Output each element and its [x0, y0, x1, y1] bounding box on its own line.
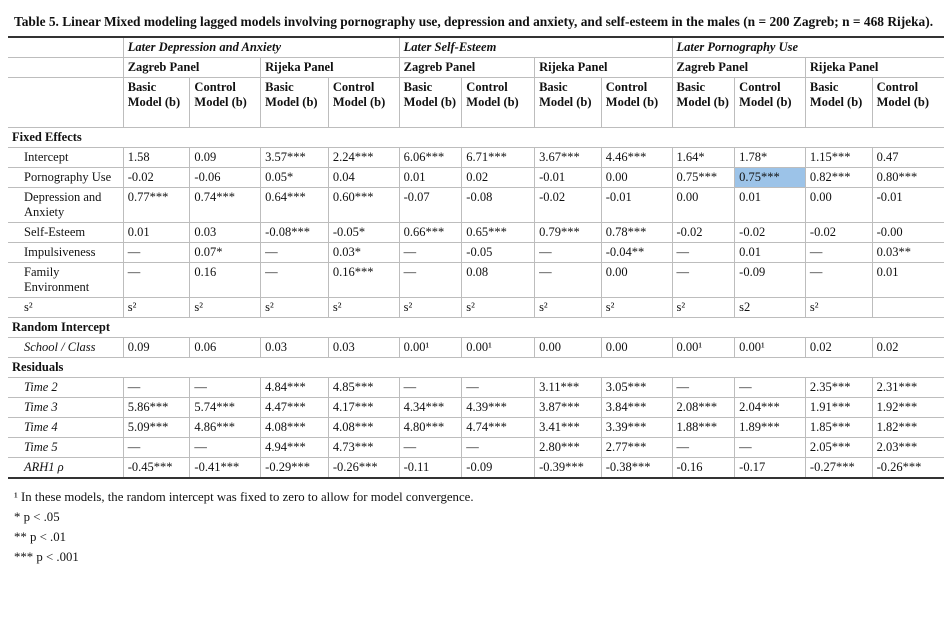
table-cell: 2.04***: [735, 398, 806, 418]
table-cell: 4.08***: [328, 418, 399, 438]
table-cell: -0.02: [123, 168, 190, 188]
table-cell: 3.57***: [261, 148, 329, 168]
table-cell: s²: [399, 298, 462, 318]
table-cell: —: [735, 438, 806, 458]
table-cell: —: [462, 438, 535, 458]
note-convergence: ¹ In these models, the random intercept was fixed to zero to allow for model convergence.: [14, 490, 474, 504]
table-cell: 0.07*: [190, 243, 261, 263]
row-label: Depression and Anxiety: [8, 188, 123, 223]
table-cell: 4.80***: [399, 418, 462, 438]
table-row: [8, 148, 944, 168]
table-cell: —: [123, 263, 190, 298]
table-cell: 0.60***: [328, 188, 399, 223]
table-cell: 1.92***: [872, 398, 944, 418]
table-figure: [8, 0, 948, 567]
table-cell: 0.75***: [672, 168, 735, 188]
table-cell: s²: [190, 298, 261, 318]
table-cell: —: [672, 243, 735, 263]
table-cell: -0.27***: [805, 458, 872, 479]
table-cell: s²: [123, 298, 190, 318]
table-cell: 0.01: [872, 263, 944, 298]
table-cell: 0.00: [601, 168, 672, 188]
table-cell: —: [805, 263, 872, 298]
table-cell: —: [535, 243, 602, 263]
table-cell: 3.67***: [535, 148, 602, 168]
table-cell: 0.03: [261, 338, 329, 358]
model-header: Basic Model (b): [805, 78, 872, 128]
table-cell: 1.82***: [872, 418, 944, 438]
row-label: s²: [8, 298, 123, 318]
table-cell: 0.00¹: [399, 338, 462, 358]
table-cell: 0.03*: [328, 243, 399, 263]
model-header: Basic Model (b): [672, 78, 735, 128]
table-cell: 0.00: [672, 188, 735, 223]
note-p001: *** p < .001: [14, 550, 79, 564]
results-table: [8, 36, 944, 479]
section-row: [8, 128, 944, 148]
table-cell: -0.06: [190, 168, 261, 188]
table-cell: s²: [672, 298, 735, 318]
table-cell: —: [399, 378, 462, 398]
panel-header: Rijeka Panel: [261, 58, 399, 78]
table-cell: 0.00: [601, 263, 672, 298]
table-cell: 4.39***: [462, 398, 535, 418]
table-cell: 5.74***: [190, 398, 261, 418]
table-cell: 0.47: [872, 148, 944, 168]
table-cell: 4.34***: [399, 398, 462, 418]
row-label: Pornography Use: [8, 168, 123, 188]
table-cell: 4.47***: [261, 398, 329, 418]
table-cell: 4.86***: [190, 418, 261, 438]
table-cell: 2.80***: [535, 438, 602, 458]
table-cell: 0.02: [872, 338, 944, 358]
panel-header: Zagreb Panel: [672, 58, 805, 78]
model-header: Basic Model (b): [123, 78, 190, 128]
table-cell: 1.89***: [735, 418, 806, 438]
table-cell: -0.26***: [328, 458, 399, 479]
table-cell: s²: [328, 298, 399, 318]
table-cell: 3.11***: [535, 378, 602, 398]
table-cell: 5.86***: [123, 398, 190, 418]
table-cell: 1.78*: [735, 148, 806, 168]
row-label: Time 2: [8, 378, 123, 398]
table-cell: 4.94***: [261, 438, 329, 458]
model-header: Basic Model (b): [261, 78, 329, 128]
table-cell: 4.17***: [328, 398, 399, 418]
table-cell: —: [190, 438, 261, 458]
table-cell: 3.05***: [601, 378, 672, 398]
row-label: Time 5: [8, 438, 123, 458]
table-cell: -0.26***: [872, 458, 944, 479]
table-cell: s²: [805, 298, 872, 318]
row-label: Self-Esteem: [8, 223, 123, 243]
table-cell: 2.03***: [872, 438, 944, 458]
section-row: [8, 358, 944, 378]
table-cell: -0.05*: [328, 223, 399, 243]
table-cell: 1.58: [123, 148, 190, 168]
table-cell: 3.39***: [601, 418, 672, 438]
table-cell: -0.07: [399, 188, 462, 223]
table-cell: 0.08: [462, 263, 535, 298]
table-cell: -0.05: [462, 243, 535, 263]
table-cell: 0.75***: [735, 168, 806, 188]
model-header: Control Model (b): [735, 78, 806, 128]
table-cell: —: [261, 263, 329, 298]
table-cell: —: [735, 378, 806, 398]
table-cell: 0.02: [462, 168, 535, 188]
table-cell: 0.04: [328, 168, 399, 188]
table-cell: —: [123, 378, 190, 398]
table-cell: 4.73***: [328, 438, 399, 458]
table-cell: —: [399, 438, 462, 458]
table-cell: —: [672, 378, 735, 398]
model-header: Basic Model (b): [399, 78, 462, 128]
table-cell: 0.00: [601, 338, 672, 358]
table-cell: 0.01: [123, 223, 190, 243]
table-cell: 4.46***: [601, 148, 672, 168]
model-header: Control Model (b): [190, 78, 261, 128]
table-cell: -0.00: [872, 223, 944, 243]
table-cell: —: [123, 243, 190, 263]
table-cell: -0.02: [805, 223, 872, 243]
model-header: Control Model (b): [462, 78, 535, 128]
table-cell: 2.05***: [805, 438, 872, 458]
model-header-row: [8, 78, 944, 128]
model-header: Control Model (b): [328, 78, 399, 128]
table-cell: -0.09: [735, 263, 806, 298]
table-cell: 0.03: [190, 223, 261, 243]
table-cell: —: [261, 243, 329, 263]
table-cell: —: [190, 378, 261, 398]
table-cell: 0.01: [735, 243, 806, 263]
model-header: Control Model (b): [601, 78, 672, 128]
table-cell: 3.41***: [535, 418, 602, 438]
table-cell: -0.38***: [601, 458, 672, 479]
table-cell: -0.01: [535, 168, 602, 188]
table-cell: 3.87***: [535, 398, 602, 418]
panel-header-row: [8, 58, 944, 78]
table-row: [8, 263, 944, 298]
table-cell: s²: [462, 298, 535, 318]
table-cell: 0.09: [190, 148, 261, 168]
panel-header: Rijeka Panel: [535, 58, 672, 78]
table-row: [8, 168, 944, 188]
table-cell: 0.01: [735, 188, 806, 223]
row-label: School / Class: [8, 338, 123, 358]
table-row: [8, 438, 944, 458]
table-cell: 4.84***: [261, 378, 329, 398]
table-cell: 3.84***: [601, 398, 672, 418]
table-cell: -0.29***: [261, 458, 329, 479]
table-cell: 0.09: [123, 338, 190, 358]
panel-header: Rijeka Panel: [805, 58, 944, 78]
table-cell: 0.66***: [399, 223, 462, 243]
table-cell: 0.00: [805, 188, 872, 223]
row-label: Impulsiveness: [8, 243, 123, 263]
section-label: Residuals: [8, 358, 944, 378]
note-p01: ** p < .01: [14, 530, 67, 544]
table-cell: 0.05*: [261, 168, 329, 188]
table-cell: 6.06***: [399, 148, 462, 168]
table-cell: —: [399, 263, 462, 298]
table-cell: -0.02: [735, 223, 806, 243]
table-cell: 0.16***: [328, 263, 399, 298]
table-cell: s²: [261, 298, 329, 318]
table-caption: Table 5. Linear Mixed modeling lagged models involving pornography use, depression and anxiety, and self-esteem in the males (n = 200 Zagreb; n = 468 Rijeka).: [14, 14, 934, 29]
table-cell: 0.00¹: [735, 338, 806, 358]
table-row: [8, 223, 944, 243]
table-cell: 5.09***: [123, 418, 190, 438]
table-cell: s²: [535, 298, 602, 318]
table-cell: -0.09: [462, 458, 535, 479]
table-cell: 0.82***: [805, 168, 872, 188]
table-cell: 0.00¹: [462, 338, 535, 358]
row-label: Intercept: [8, 148, 123, 168]
table-cell: 0.74***: [190, 188, 261, 223]
table-cell: s²: [601, 298, 672, 318]
group-header: Later Depression and Anxiety: [123, 37, 399, 58]
table-row: [8, 298, 944, 318]
table-cell: —: [535, 263, 602, 298]
table-cell: s2: [735, 298, 806, 318]
table-row: [8, 243, 944, 263]
table-cell: 6.71***: [462, 148, 535, 168]
table-cell: -0.39***: [535, 458, 602, 479]
row-label: Time 4: [8, 418, 123, 438]
table-cell: —: [672, 438, 735, 458]
table-cell: 2.24***: [328, 148, 399, 168]
table-cell: 0.78***: [601, 223, 672, 243]
table-cell: 0.06: [190, 338, 261, 358]
table-cell: -0.04**: [601, 243, 672, 263]
group-header: Later Self-Esteem: [399, 37, 672, 58]
table-cell: 0.01: [399, 168, 462, 188]
table-cell: 1.91***: [805, 398, 872, 418]
table-cell: -0.08: [462, 188, 535, 223]
table-cell: 2.35***: [805, 378, 872, 398]
table-cell: 0.64***: [261, 188, 329, 223]
table-cell: 2.77***: [601, 438, 672, 458]
table-cell: 0.77***: [123, 188, 190, 223]
table-cell: 0.65***: [462, 223, 535, 243]
table-row: [8, 398, 944, 418]
table-notes: [8, 479, 948, 567]
table-cell: 0.16: [190, 263, 261, 298]
table-cell: 2.31***: [872, 378, 944, 398]
table-cell: 2.08***: [672, 398, 735, 418]
table-cell: —: [672, 263, 735, 298]
table-cell: [872, 298, 944, 318]
table-cell: -0.11: [399, 458, 462, 479]
table-cell: 4.08***: [261, 418, 329, 438]
panel-header: Zagreb Panel: [399, 58, 534, 78]
row-label: Time 3: [8, 398, 123, 418]
panel-header: Zagreb Panel: [123, 58, 260, 78]
group-header: Later Pornography Use: [672, 37, 944, 58]
table-row: [8, 418, 944, 438]
table-cell: 4.74***: [462, 418, 535, 438]
table-cell: 0.80***: [872, 168, 944, 188]
table-cell: —: [399, 243, 462, 263]
model-header: Basic Model (b): [535, 78, 602, 128]
table-cell: 1.15***: [805, 148, 872, 168]
row-label: Family Environment: [8, 263, 123, 298]
table-cell: -0.01: [601, 188, 672, 223]
table-cell: -0.16: [672, 458, 735, 479]
table-cell: 0.03: [328, 338, 399, 358]
table-cell: -0.17: [735, 458, 806, 479]
table-row: [8, 338, 944, 358]
table-cell: 1.64*: [672, 148, 735, 168]
group-header-row: [8, 37, 944, 58]
table-cell: —: [805, 243, 872, 263]
table-cell: 0.00¹: [672, 338, 735, 358]
table-cell: 1.88***: [672, 418, 735, 438]
table-cell: 0.00: [535, 338, 602, 358]
table-cell: 1.85***: [805, 418, 872, 438]
table-row: [8, 458, 944, 479]
table-row: [8, 378, 944, 398]
table-cell: —: [462, 378, 535, 398]
note-p05: * p < .05: [14, 510, 60, 524]
table-cell: 0.03**: [872, 243, 944, 263]
table-cell: -0.41***: [190, 458, 261, 479]
section-label: Fixed Effects: [8, 128, 944, 148]
table-row: [8, 188, 944, 223]
table-cell: 0.02: [805, 338, 872, 358]
section-row: [8, 318, 944, 338]
table-cell: -0.08***: [261, 223, 329, 243]
table-cell: -0.01: [872, 188, 944, 223]
table-cell: -0.45***: [123, 458, 190, 479]
table-cell: 4.85***: [328, 378, 399, 398]
table-cell: -0.02: [535, 188, 602, 223]
table-cell: —: [123, 438, 190, 458]
table-cell: -0.02: [672, 223, 735, 243]
row-label: ARH1 ρ: [8, 458, 123, 479]
section-label: Random Intercept: [8, 318, 944, 338]
model-header: Control Model (b): [872, 78, 944, 128]
table-cell: 0.79***: [535, 223, 602, 243]
